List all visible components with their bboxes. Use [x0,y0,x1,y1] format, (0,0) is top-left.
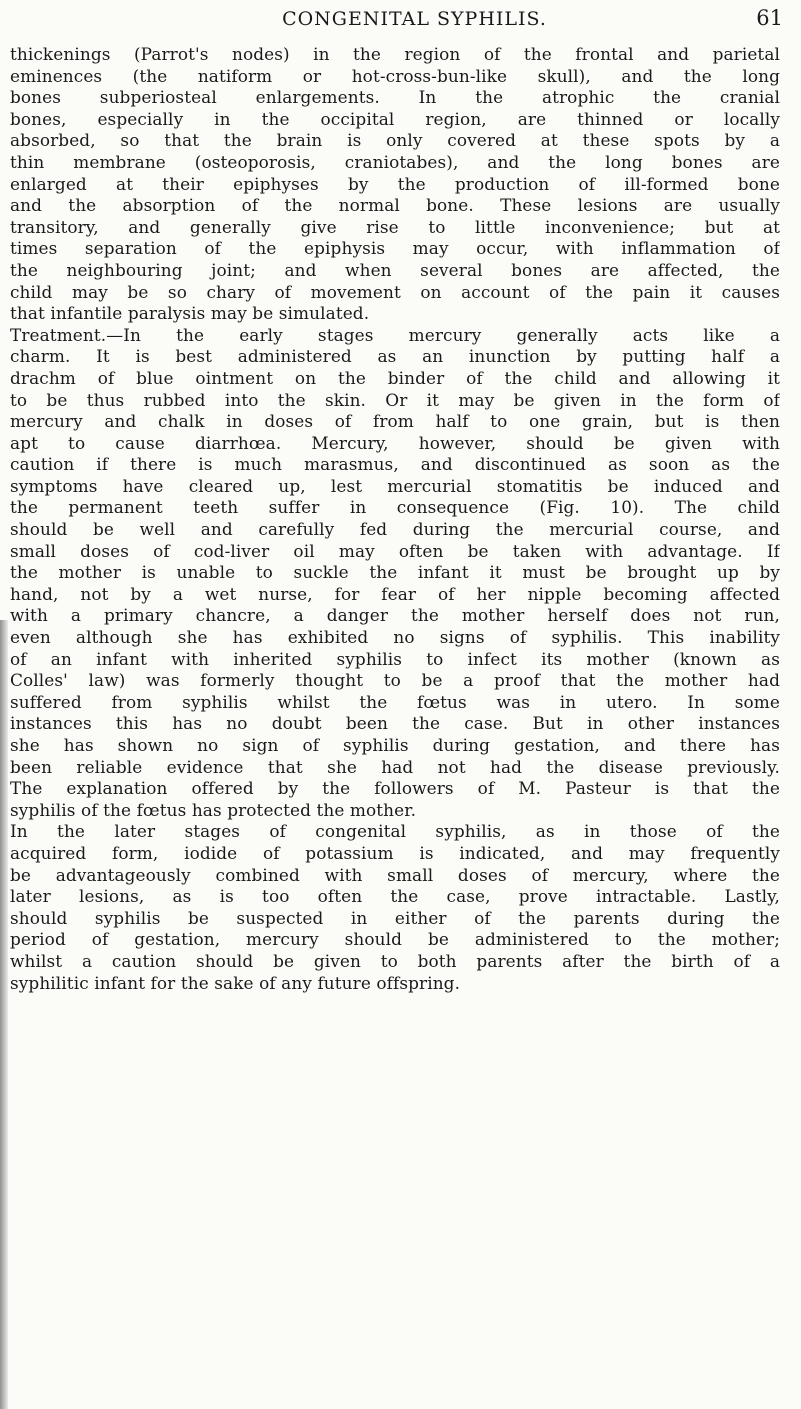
text-line: suffered from syphilis whilst the fœtus was in utero. In some [10,691,780,712]
text-line: whilst a caution should be given to both parents after the birth of a [10,950,780,971]
text-line: should syphilis be suspected in either of the parents during the [10,907,780,928]
text-line: be advantageously combined with small doses of mercury, where the [10,864,780,885]
text-line: instances this has no doubt been the case. But in other instances [10,713,780,734]
text-line: times separation of the epiphysis may occur, with inflammation of [10,238,780,259]
text-line: charm. It is best administered as an inunction by putting half a [10,346,780,367]
text-line: child may be so chary of movement on account of the pain it causes [10,281,780,302]
text-line: of an infant with inherited syphilis to infect its mother (known as [10,648,780,669]
text-line: thin membrane (osteoporosis, craniotabes), and the long bones are [10,151,780,172]
text-line: eminences (the natiform or hot-cross-bun-like skull), and the long [10,65,780,86]
text-line: acquired form, iodide of potassium is indicated, and may frequently [10,842,780,863]
text-line: been reliable evidence that she had not had the disease previously. [10,756,780,777]
text-line: even although she has exhibited no signs of syphilis. This inability [10,627,780,648]
text-line: small doses of cod-liver oil may often be taken with advantage. If [10,540,780,561]
text-line: apt to cause diarrhœa. Mercury, however, should be given with [10,432,780,453]
text-line: the neighbouring joint; and when several bones are affected, the [10,259,780,280]
text-line: absorbed, so that the brain is only covered at these spots by a [10,130,780,151]
text-line: caution if there is much marasmus, and discontinued as soon as the [10,454,780,475]
text-line: In the later stages of congenital syphilis, as in those of the [10,821,780,842]
text-line: syphilis of the fœtus has protected the mother. [10,799,417,820]
page-header [40,6,789,36]
text-line: to be thus rubbed into the skin. Or it may be given in the form of [10,389,780,410]
text-line: symptoms have cleared up, lest mercurial stomatitis be induced and [10,475,780,496]
running-head: CONGENITAL SYPHILIS. [282,8,547,30]
text-line: and the absorption of the normal bone. These lesions are usually [10,195,780,216]
text-line: period of gestation, mercury should be administered to the mother; [10,929,780,950]
page-number: 61 [756,6,783,30]
body-text [10,44,780,994]
text-line: later lesions, as is too often the case, prove intractable. Lastly, [10,886,780,907]
text-line: she has shown no sign of syphilis during gestation, and there has [10,735,780,755]
text-line: bones subperiosteal enlargements. In the atrophic the cranial [10,87,780,108]
text-line: with a primary chancre, a danger the mother herself does not run, [10,605,780,626]
text-line: drachm of blue ointment on the binder of the child and allowing it [10,367,780,388]
text-line: Colles' law) was formerly thought to be a proof that the mother had [10,670,780,691]
text-line: enlarged at their epiphyses by the production of ill-formed bone [10,173,780,194]
text-line: that infantile paralysis may be simulated. [10,303,370,324]
text-line: syphilitic infant for the sake of any future offspring. [10,972,461,993]
text-line: thickenings (Parrot's nodes) in the region of the frontal and parietal [10,44,780,64]
text-line: hand, not by a wet nurse, for fear of her nipple becoming affected [10,583,780,604]
text-line: should be well and carefully fed during the mercurial course, and [10,519,780,540]
page-binding-shadow [0,620,8,1409]
text-line: the mother is unable to suckle the infant it must be brought up by [10,562,780,583]
text-line: The explanation offered by the followers of M. Pasteur is that the [10,778,780,799]
text-line: bones, especially in the occipital region, are thinned or locally [10,108,780,129]
text-line: mercury and chalk in doses of from half to one grain, but is then [10,411,780,432]
text-line: transitory, and generally give rise to little inconvenience; but at [10,216,780,237]
text-line: the permanent teeth suffer in consequence (Fig. 10). The child [10,497,780,518]
text-line: Treatment.—In the early stages mercury generally acts like a [10,324,780,345]
